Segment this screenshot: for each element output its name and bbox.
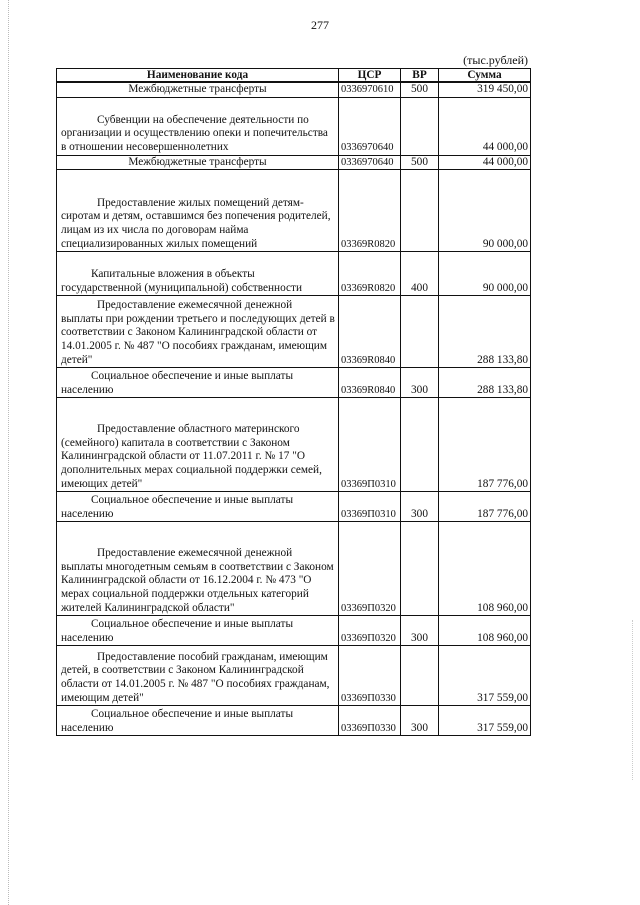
cell-name-text: Субвенции на обеспечение деятельности по организации и осуществлению опеки и попечительства в отношении несовершеннолетних	[61, 113, 328, 153]
page-number: 277	[311, 18, 329, 32]
cell-sum: 108 960,00	[439, 522, 531, 616]
cell-csr: 03369П0310	[339, 398, 401, 492]
cell-name	[57, 522, 339, 616]
cell-sum: 317 559,00	[439, 706, 531, 736]
cell-name	[57, 706, 339, 736]
cell-csr: 0336970640	[339, 155, 401, 170]
cell-vr	[401, 170, 439, 252]
cell-csr: 03369П0310	[339, 492, 401, 522]
table-row	[57, 170, 531, 252]
cell-csr: 03369R0840	[339, 296, 401, 368]
cell-sum: 317 559,00	[439, 646, 531, 706]
cell-vr: 300	[401, 616, 439, 646]
cell-name-text: Межбюджетные трансферты	[128, 83, 267, 95]
table-header-row	[57, 69, 531, 83]
cell-vr: 500	[401, 155, 439, 170]
cell-name	[57, 646, 339, 706]
cell-vr	[401, 398, 439, 492]
table-row	[57, 252, 531, 296]
cell-name-text: Предоставление ежемесячной денежной выплаты многодетным семьям в соответствии с Законом Калининградской области от 16.12.2004 г. № 473 "О мерах социальной поддержки отдельных категорий жителей Калининградской области"	[61, 547, 334, 614]
cell-name	[57, 296, 339, 368]
cell-csr: 0336970610	[339, 82, 401, 97]
cell-csr: 03369П0320	[339, 522, 401, 616]
cell-vr	[401, 646, 439, 706]
header-vr: ВР	[401, 69, 439, 83]
cell-name	[57, 82, 339, 97]
cell-vr	[401, 296, 439, 368]
header-csr: ЦСР	[339, 69, 401, 83]
table-row	[57, 522, 531, 616]
table-body	[57, 82, 531, 736]
cell-csr: 03369П0330	[339, 706, 401, 736]
cell-sum: 108 960,00	[439, 616, 531, 646]
cell-name-text: Межбюджетные трансферты	[128, 155, 267, 168]
cell-sum: 90 000,00	[439, 252, 531, 296]
scan-edge-mark	[8, 0, 10, 905]
budget-table	[56, 68, 531, 736]
cell-name-text: Социальное обеспечение и иные выплаты населению	[61, 370, 294, 396]
cell-vr	[401, 522, 439, 616]
cell-name-text: Социальное обеспечение и иные выплаты населению	[61, 494, 294, 520]
cell-sum: 319 450,00	[439, 82, 531, 97]
cell-csr: 0336970640	[339, 97, 401, 155]
cell-name	[57, 368, 339, 398]
header-sum: Сумма	[439, 69, 531, 83]
cell-sum: 187 776,00	[439, 398, 531, 492]
table-row	[57, 398, 531, 492]
table-row	[57, 706, 531, 736]
table-row	[57, 368, 531, 398]
cell-sum: 288 133,80	[439, 368, 531, 398]
cell-vr: 300	[401, 492, 439, 522]
table-row	[57, 616, 531, 646]
table-row	[57, 82, 531, 97]
cell-csr: 03369R0840	[339, 368, 401, 398]
cell-csr: 03369R0820	[339, 170, 401, 252]
table-row	[57, 97, 531, 155]
cell-csr: 03369П0320	[339, 616, 401, 646]
cell-sum: 288 133,80	[439, 296, 531, 368]
cell-name-text: Социальное обеспечение и иные выплаты населению	[61, 708, 294, 734]
cell-vr: 300	[401, 706, 439, 736]
cell-sum: 44 000,00	[439, 97, 531, 155]
table-row	[57, 296, 531, 368]
cell-name-text: Предоставление жилых помещений детям-сиротам и детям, оставшимся без попечения родителей, лицам из их числа по договорам найма специализированных жилых помещений	[61, 196, 331, 250]
cell-name	[57, 170, 339, 252]
header-name: Наименование кода	[57, 69, 339, 83]
cell-name	[57, 398, 339, 492]
scan-edge-mark-right	[632, 620, 634, 780]
cell-name-text: Предоставление областного материнского (семейного) капитала в соответствии с Законом Калининградской области от 11.07.2011 г. № 17 "О дополнительных мерах социальной поддержки семей, имеющих детей"	[61, 423, 322, 490]
cell-csr: 03369П0330	[339, 646, 401, 706]
cell-vr: 300	[401, 368, 439, 398]
cell-name-text: Социальное обеспечение и иные выплаты населению	[61, 618, 294, 644]
cell-vr: 500	[401, 82, 439, 97]
cell-sum: 44 000,00	[439, 155, 531, 170]
cell-name-text: Капитальные вложения в объекты государственной (муниципальной) собственности	[61, 268, 303, 294]
cell-name	[57, 97, 339, 155]
cell-name-text: Предоставление пособий гражданам, имеющим детей, в соответствии с Законом Калининградской области от 14.01.2005 г. № 487 "О пособиях гражданам, имеющим детей"	[61, 650, 330, 704]
table-row	[57, 155, 531, 170]
table-row	[57, 492, 531, 522]
cell-name-text: Предоставление ежемесячной денежной выплаты при рождении третьего и последующих детей в соответствии с Законом Калининградской области от 14.01.2005 г. № 487 "О пособиях гражданам, имеющим детей"	[61, 299, 335, 366]
cell-sum: 90 000,00	[439, 170, 531, 252]
cell-name	[57, 492, 339, 522]
cell-vr: 400	[401, 252, 439, 296]
cell-sum: 187 776,00	[439, 492, 531, 522]
cell-name	[57, 616, 339, 646]
cell-name	[57, 155, 339, 170]
cell-vr	[401, 97, 439, 155]
table-row	[57, 646, 531, 706]
cell-csr: 03369R0820	[339, 252, 401, 296]
units-label: (тыс.рублей)	[463, 53, 528, 67]
cell-name	[57, 252, 339, 296]
